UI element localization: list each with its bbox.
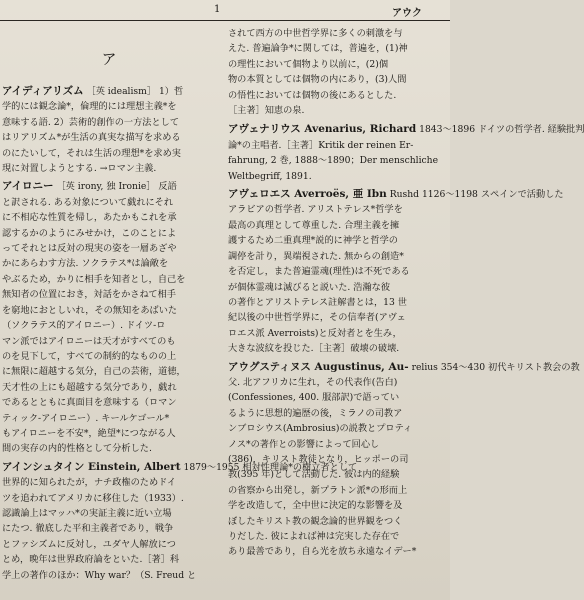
entry-text-line: を否定し，また普遍霊魂(理性)は不死である — [228, 266, 410, 278]
entry-first-line — [228, 122, 584, 137]
entry-text-line: 調停を計り，異端視された. 無からの創造* — [228, 250, 404, 262]
entry-text-line: 論*の主唱者.［主著］Kritik der reinen Er- — [228, 139, 414, 151]
entry-text-line: ノス*の著作との影響によって回心し — [228, 438, 380, 450]
entry-text-line: (386)，キリスト教徒となり，ヒッポーの司 — [228, 453, 409, 465]
entry-text-line: かにあらわす方法. ソクラテス*は論敵を — [2, 258, 169, 270]
entry-headword: アウグスティヌス Augustinus, Au- — [228, 360, 409, 373]
entry-first-line — [228, 187, 564, 202]
entry-headword: アインシュタイン Einstein, Albert — [2, 460, 181, 473]
entry-text-line: fahrung, 2 巻, 1888～1890；Der menschliche — [228, 155, 439, 167]
entry-first-line — [228, 360, 580, 375]
entry-text-line: 1843～1896 ドイツの哲学者. 経験批判 — [419, 124, 584, 136]
entry-text-line: とファシズムに反対し，ユダヤ人解放につ — [2, 538, 176, 550]
entry-text-line: りだした. 彼によれば神は完実した存在で — [228, 531, 400, 542]
entry-text-line: 現に対置しようとする. →ロマン主義. — [2, 163, 157, 175]
entry-text-line: に無限に超越する気分，自己の芸術，道徳， — [2, 366, 186, 378]
entry-text-line: のにたいして，それは生活の理想*を求め実 — [2, 147, 181, 159]
entry-text-line: 紀以後の中世哲学界に，その信奉者(アヴェ — [228, 312, 406, 324]
entry-text-line: もアイロニーを不安*，絶望*につながる人 — [2, 427, 176, 439]
entry-text-line: Rushd 1126～1198 スペインで活動した — [389, 189, 564, 201]
entry-text-line: 間の実存の内的性格として分析した. — [2, 443, 152, 455]
entry-text-line: 天才性の上にも超越する気分であり，戯れ — [2, 381, 177, 393]
entry-text-line: あり最善であり，自ら光を放ち永遠なイデー* — [228, 546, 417, 558]
entry-headword: アイディアリズム — [2, 85, 84, 97]
continuation-line: ［主著］知恵の泉. — [228, 105, 305, 117]
continuation-line: の理性において個物より以前に，(2)個 — [228, 58, 389, 70]
entry-text-line: ［英 idealism］ 1）哲 — [86, 86, 184, 97]
page-number: 1 — [214, 4, 221, 15]
entry-text-line: 認するかのようにみせかけ，このことによ — [2, 227, 177, 239]
dictionary-entry — [2, 179, 216, 456]
entry-text-line: ってそれとは反対の現実の姿を一層あざや — [2, 243, 177, 255]
entry-text-line: やぶるため，かりに相手を知者とし，自己を — [2, 273, 186, 285]
continuation-line: 物の本質としては個物の内にあり，(3)人間 — [228, 74, 407, 86]
entry-headword: アヴェナリウス Avenarius, Richard — [228, 123, 417, 136]
entry-text-line: 学的には観念論*，倫理的には理想主義*を — [2, 101, 177, 113]
entry-text-line: 1879～1955 相対性理論*の樹立者として — [183, 461, 358, 473]
entry-text-line: ロエス派 Averroists)と反対者とを生み， — [228, 327, 402, 339]
entry-text-line: はリアリズム*が生活の真実な描写を求める — [2, 132, 181, 144]
continuation-line: えた. 普遍論争*に関しては，普遍を，(1)神 — [228, 43, 408, 55]
entry-text-line: ティック-アイロニー）. キールケゴール* — [2, 412, 170, 424]
entry-text-line: るように思想的遍歴の後，ミラノの司教ア — [228, 407, 403, 419]
entry-text-line: 認識論上はマッハ*の実証主義に近い立場 — [2, 507, 172, 519]
dictionary-entry — [228, 360, 580, 560]
right-entries — [228, 122, 584, 559]
right-column — [228, 26, 584, 600]
entry-text-line: ［英 irony, 独 Ironie］ 反語 — [56, 181, 177, 193]
entry-text-line: 大きな波紋を投じた.［主著］破壊の破壊. — [228, 343, 400, 355]
dictionary-entry — [2, 84, 216, 176]
entry-text-line: （ソクラテス的アイロニー）. ドイツ-ロ — [2, 320, 166, 332]
entry-text-line: であるとともに真面目を意味する（ロマン — [2, 397, 177, 409]
entry-text-line: の著作とアリストテレス註解書とは，13 世 — [228, 296, 407, 308]
entry-text-line: 最高の真理として尊重した. 合理主義を擁 — [228, 219, 400, 231]
entry-text-line: を窮地におとしいれ，その無知をあばいた — [2, 304, 178, 316]
continuation-line: されて西方の中世哲学界に多くの刺激を与 — [228, 28, 403, 39]
entry-first-line — [2, 179, 216, 194]
entry-text-line: 学を改造して，全中世に決定的な影響を及 — [228, 500, 403, 512]
continuation-text — [228, 26, 448, 122]
entry-text-line: 学上の著作のほか：Why war？（S. Freud と — [2, 569, 197, 581]
entry-text-line: (Confessiones, 400. 服部訳)で語ってい — [228, 392, 400, 404]
entry-text-line: と訳される. ある対象について戯れにそれ — [2, 196, 174, 208]
entry-headword: アイロニー — [2, 180, 54, 193]
entry-text-line: マン派ではアイロニーは天才がすべてのも — [2, 335, 176, 347]
entry-text-line: に不相応な性質を帰し，あたかもこれを承 — [2, 212, 177, 224]
entry-headword: アヴェロエス Averroës, 亜 Ibn — [228, 188, 387, 201]
dictionary-entry — [228, 122, 584, 184]
entry-text-line: アラビアの哲学者. アリストテレス*哲学を — [228, 204, 403, 216]
section-heading: ア — [101, 50, 117, 68]
entry-text-line: 意味する語. 2）芸術的創作の一方法として — [2, 116, 180, 128]
entry-text-line: relius 354～430 初代キリスト教会の教 — [411, 361, 580, 373]
entry-text-line: 護するため二重真理*説的に神学と哲学の — [228, 235, 398, 247]
continuation-line: の悟性においては個物の後にあるとした. — [228, 89, 397, 101]
entry-text-line: ツを追われてアメリカに移住した（1933）. — [2, 492, 184, 504]
entry-text-line: が個体霊魂は滅びると説いた. 浩瀚な彼 — [228, 281, 391, 293]
entry-text-line: の省察から出発し，新プラトン派*の形而上 — [228, 484, 408, 496]
entry-text-line: Weltbegriff, 1891. — [228, 170, 312, 182]
entry-text-line: ぼしたキリスト教の観念論的世界観をつく — [228, 515, 403, 527]
dictionary-entry — [228, 187, 564, 356]
entry-text-line: のを見下して，すべての制約的なものの上 — [2, 350, 177, 362]
entry-first-line — [2, 460, 358, 475]
entry-text-line: とめ，晩年は世界政府論をといた.［著］科 — [2, 554, 180, 566]
running-head: アウク — [392, 8, 422, 19]
header-rule — [0, 20, 450, 21]
entry-text-line: 無知者の位置におき，対話をかさねて相手 — [2, 289, 176, 301]
entry-text-line: にたつ. 徹底した平和主義者であり，戦争 — [2, 523, 174, 535]
entry-text-line: 教(395 年)として活動した. 彼は内的経験 — [228, 469, 400, 481]
entry-text-line: 父. 北アフリカに生れ，その代表作(告白) — [228, 376, 398, 388]
entry-text-line: ンブロシウス(Ambrosius)の説教とプロティ — [228, 423, 413, 435]
entry-first-line — [2, 84, 216, 99]
entry-text-line: 世界的に知られたが，ナチ政権のためドイ — [2, 477, 177, 489]
